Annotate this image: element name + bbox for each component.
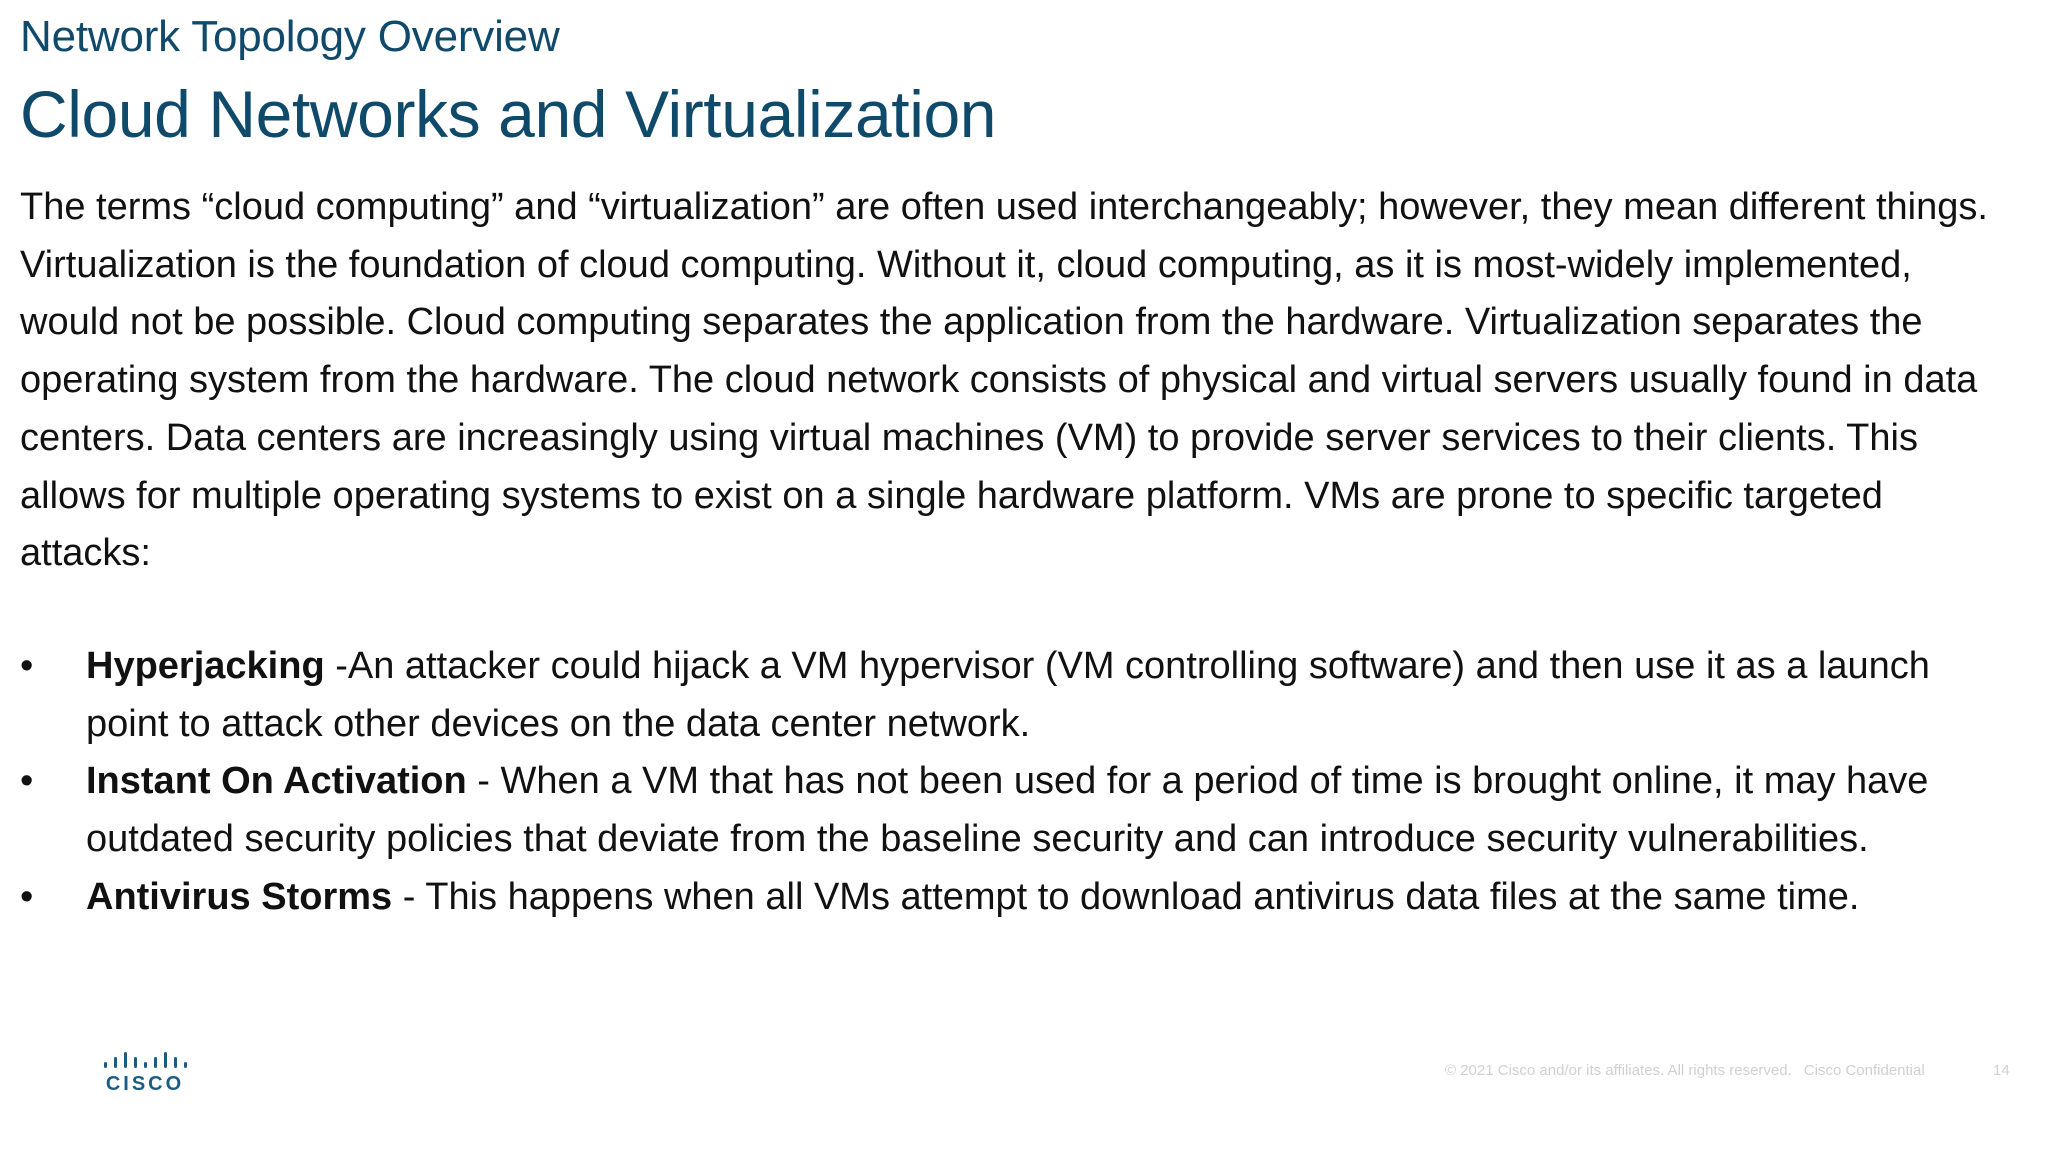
- copyright-text: © 2021 Cisco and/or its affiliates. All rights reserved.: [1445, 1062, 1792, 1079]
- bullet-dot-icon: •: [20, 645, 34, 687]
- footer: [1445, 1062, 1937, 1079]
- bullet-text: - When a VM that has not been used for a period of time is brought online, it may have outdated security policies that deviate from the baseline security and can introduce security vulnerabilities.: [86, 760, 1929, 861]
- intro-paragraph: The terms “cloud computing” and “virtualization” are often used interchangeably; however, they mean different things. Virtualization is the foundation of cloud computing. Without it, cloud computing, as it is most-widely implemented, would not be possible. Cloud computing separates the application from the hardware. Virtualization separates the operating system from the hardware. The cloud network consists of physical and virtual servers usually found in data centers. Data centers are increasingly using virtual machines (VM) to provide server services to their clients. This allows for multiple operating systems to exist on a single hardware platform. VMs are prone to specific targeted attacks:: [20, 186, 1988, 575]
- bullet-term: Instant On Activation: [86, 760, 467, 803]
- page-number: 14: [1993, 1062, 2010, 1079]
- bullet-term: Antivirus Storms: [86, 875, 393, 918]
- cisco-logo-icon: [100, 1052, 190, 1094]
- bullet-term: Hyperjacking: [86, 645, 325, 687]
- slide-subtitle: Network Topology Overview: [20, 12, 560, 61]
- slide-title: Cloud Networks and Virtualization: [20, 77, 997, 151]
- bullet-item-instant-on: [20, 753, 2000, 868]
- bullet-text: -An attacker could hijack a VM hypervisor (VM controlling software) and then use it as a launch point to attack other devices on the data center network.: [86, 645, 1930, 745]
- bullet-item-antivirus-storms: [20, 869, 2000, 927]
- bullet-dot-icon: •: [20, 760, 34, 803]
- confidential-label: Cisco Confidential: [1803, 1062, 1925, 1079]
- bullet-dot-icon: •: [20, 875, 34, 918]
- bullet-text: - This happens when all VMs attempt to download antivirus data files at the same time.: [392, 875, 1860, 918]
- cisco-logo-text: CISCO: [105, 1073, 185, 1094]
- bullet-list: [20, 638, 2000, 927]
- bullet-item-hyperjacking: [20, 638, 2000, 753]
